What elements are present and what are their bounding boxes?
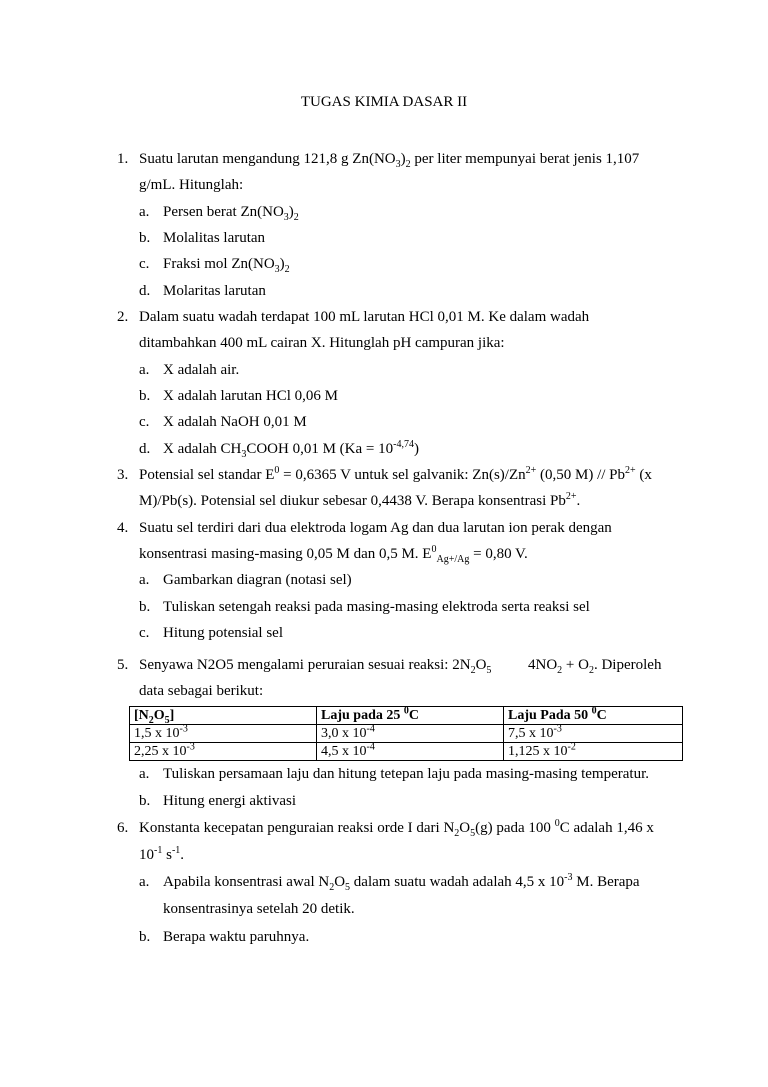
question-text: g/mL. Hitunglah:	[139, 177, 244, 193]
item-text: Tuliskan persamaan laju dan hitung tetepan laju pada masing-masing temperatur.	[163, 766, 649, 782]
rate-data-table	[129, 706, 683, 761]
question-text: konsentrasi masing-masing 0,05 M dan 0,5 M. $E^0_{Ag+/Ag} = 0,80$ V.	[139, 544, 528, 565]
item-text: X adalah air.	[163, 362, 240, 378]
item-text: Hitung energi aktivasi	[163, 793, 297, 809]
item-label: b.	[139, 599, 151, 615]
item-text: konsentrasinya setelah 20 detik.	[163, 901, 355, 917]
question-number: 2.	[117, 309, 129, 325]
header-cell: Laju Pada 50 $^0$C	[504, 707, 683, 725]
question-text: $10^{-1}$ $s^{-1}$.	[139, 845, 185, 863]
item-text: Tuliskan setengah reaksi pada masing-masing elektroda serta reaksi sel	[163, 599, 590, 615]
item-label: d.	[139, 283, 151, 299]
item-label: a.	[139, 362, 150, 378]
header-cell: Laju pada 25 $^0$C	[317, 707, 504, 725]
question-text: Suatu sel terdiri dari dua elektroda logam Ag dan dua larutan ion perak dengan	[139, 520, 612, 536]
question-number: 4.	[117, 520, 129, 536]
reaction-product: $4NO_2 + O_2$. Diperoleh	[528, 657, 662, 676]
item-label: a.	[139, 766, 150, 782]
item-label: b.	[139, 388, 151, 404]
item-text: Molalitas larutan	[163, 230, 266, 246]
table-cell: 7,5 x $10^{-3}$	[504, 725, 683, 743]
item-label: c.	[139, 625, 150, 641]
question-text: data sebagai berikut:	[139, 683, 264, 699]
item-text: Apabila konsentrasi awal $N_2O_5$ dalam suatu wadah adalah 4,5 x $10^{-3}$ M. Berapa	[163, 872, 640, 893]
table-cell: 1,125 x $10^{-2}$	[504, 743, 683, 761]
table-row	[130, 725, 683, 743]
table-row	[130, 743, 683, 761]
table-cell: 2,25 x $10^{-3}$	[130, 743, 317, 761]
header-cell: $[N_2O_5]$	[130, 707, 317, 725]
item-text: Molaritas larutan	[163, 283, 266, 299]
item-text: X adalah $CH_3COOH$ 0,01 M $(Ka = 10^{-4,74})$	[163, 439, 419, 460]
table-header-row	[130, 707, 683, 725]
item-text: Hitung potensial sel	[163, 625, 283, 641]
question-text: Potensial sel standar $E^0 = 0,6365$ V untuk sel galvanik: $Zn(s)/Zn^{2+}$ (0,50 $M) // Pb^{2+}$ (x	[139, 465, 652, 483]
question-text: M)/Pb(s). Potensial sel diukur sebesar 0,4438 V. Berapa konsentrasi $Pb^{2+}$.	[139, 491, 581, 509]
item-label: d.	[139, 441, 151, 457]
table-cell: 1,5 x $10^{-3}$	[130, 725, 317, 743]
item-text: Fraksi mol $Zn(NO_3)_2$	[163, 256, 290, 275]
item-text: Persen berat $Zn(NO_3)_2$	[163, 204, 299, 223]
question-text: Dalam suatu wadah terdapat 100 mL larutan HCl 0,01 M. Ke dalam wadah	[139, 309, 590, 325]
item-label: b.	[139, 793, 151, 809]
page-title: TUGAS KIMIA DASAR II	[300, 94, 468, 110]
question-text: ditambahkan 400 mL cairan X. Hitunglah pH campuran jika:	[139, 335, 505, 351]
question-text: Konstanta kecepatan penguraian reaksi orde I dari $N_2O_5(g)$ pada 100 $^0$C adalah 1,46 x	[139, 818, 654, 839]
item-label: a.	[139, 572, 150, 588]
question-number: 3.	[117, 467, 129, 483]
question-number: 5.	[117, 657, 129, 673]
item-text: X adalah larutan HCl 0,06 M	[163, 388, 338, 404]
item-label: a.	[139, 874, 150, 890]
item-label: c.	[139, 256, 150, 272]
item-text: X adalah NaOH 0,01 M	[163, 414, 307, 430]
item-text: Gambarkan diagran (notasi sel)	[163, 572, 352, 588]
question-number: 6.	[117, 820, 129, 836]
question-text: Senyawa N2O5 mengalami peruraian sesuai reaksi: $2N_2O_5$	[139, 657, 492, 676]
table-cell: 4,5 x $10^{-4}$	[317, 743, 504, 761]
item-label: b.	[139, 929, 151, 945]
item-text: Berapa waktu paruhnya.	[163, 929, 310, 945]
question-text: Suatu larutan mengandung 121,8 g $Zn(NO_3)_2$ per liter mempunyai berat jenis 1,107	[139, 151, 640, 170]
item-label: c.	[139, 414, 150, 430]
question-number: 1.	[117, 151, 129, 167]
item-label: a.	[139, 204, 150, 220]
table-cell: 3,0 x $10^{-4}$	[317, 725, 504, 743]
item-label: b.	[139, 230, 151, 246]
